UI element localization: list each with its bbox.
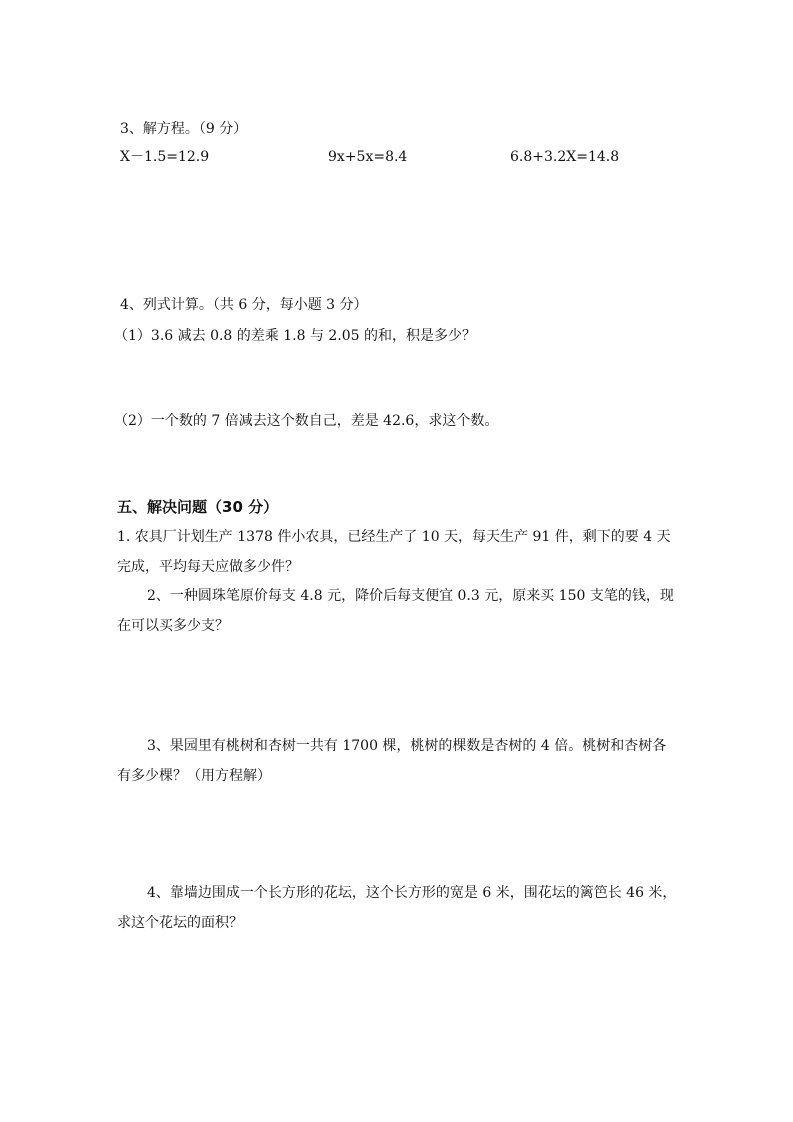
question-4-1: （1）3.6 减去 0.8 的差乘 1.8 与 2.05 的和，积是多少？ <box>114 328 477 344</box>
equation-2: 9x+5x=8.4 <box>328 149 408 165</box>
problem-4: 4、靠墙边围成一个长方形的花坛，这个长方形的宽是 6 米，围花坛的篱笆长 46 米，求这个花坛的面积？ <box>117 885 677 931</box>
question-4-2: （2）一个数的 7 倍减去这个数自己，差是 42.6，求这个数。 <box>114 413 499 429</box>
problem-3: 3、果园里有桃树和杏树一共有 1700 棵，桃树的棵数是杏树的 4 倍。桃树和杏树各有多少棵？（用方程解） <box>117 738 667 784</box>
section-5-heading: 五、解决问题（30 分） <box>117 498 279 516</box>
section-3-heading: 3、解方程。（9 分） <box>120 121 248 137</box>
equation-1: X－1.5=12.9 <box>120 149 210 165</box>
problem-1: 1. 农具厂计划生产 1378 件小农具，已经生产了 10 天，每天生产 91 件，剩下的要 4 天完成，平均每天应做多少件？ <box>117 529 671 575</box>
problem-2: 2、一种圆珠笔原价每支 4.8 元，降价后每支便宜 0.3 元，原来买 150 支笔的钱，现在可以买多少支？ <box>117 588 674 634</box>
equation-3: 6.8+3.2X=14.8 <box>510 149 620 165</box>
section-4-heading: 4、列式计算。（共 6 分，每小题 3 分） <box>120 297 368 313</box>
